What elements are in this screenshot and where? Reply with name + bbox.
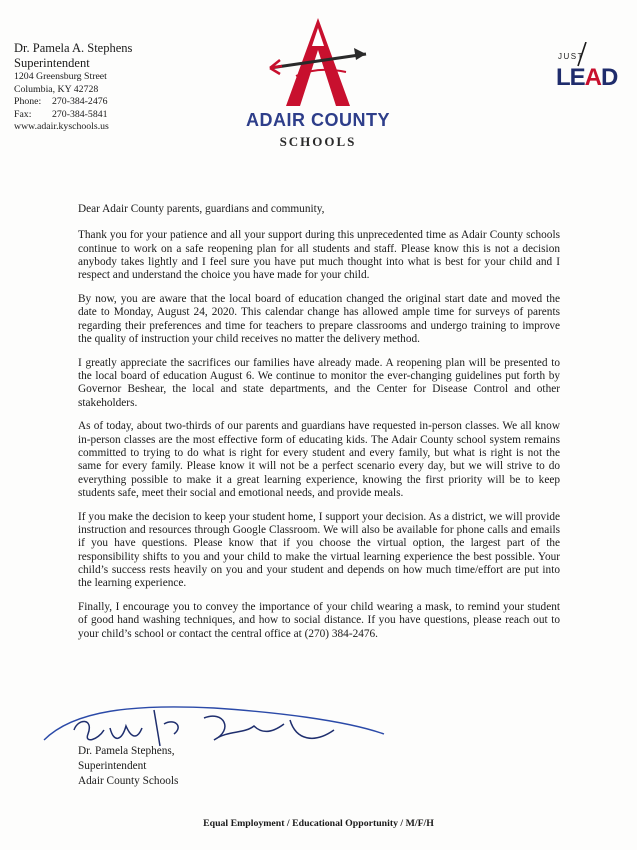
footer-eeo: Equal Employment / Educational Opportunity / M/F/H <box>203 818 434 829</box>
lead-logo-d: D <box>601 64 618 91</box>
paragraph: I greatly appreciate the sacrifices our families have already made. A reopening plan will be presented to the local board of education August 6. We continue to monitor the ever-changing guidelines put forth by Governor Beshear, the local and state departments, and the Center for Disease Control and other stakeholders. <box>78 356 560 409</box>
handwritten-signature <box>14 700 394 762</box>
lead-logo-a: A <box>584 64 602 91</box>
paragraph: If you make the decision to keep your student home, I support your decision. As a district, we will provide instruction and resources through Google Classroom. We will also be available for phone calls and emails if you have questions. Please know that if you choose the virtual option, the largest part of the responsibility shifts to you and your child to make the virtual learning experience the best possible. Your child’s success rests heavily on you and your student and depends on how much time/effort are put into the learning experience. <box>78 510 560 590</box>
lead-logo-le: LE <box>556 64 585 91</box>
closing-title: Superintendent <box>78 760 147 772</box>
logo-schools-text: SCHOOLS <box>279 134 357 149</box>
paragraph: Thank you for your patience and all your support during this unprecedented time as Adair County schools continue to work on a safe reopening plan for all students and staff. Please know this is not a decision anybody takes lightly and I feel sure you have put much thought into what is best for your child and I respect and understand the choice you have made for your child. <box>78 229 560 282</box>
sender-fax-row <box>14 109 214 122</box>
just-lead-logo <box>556 42 616 94</box>
fax-number: 270-384-5841 <box>52 108 108 120</box>
phone-label: Phone: <box>14 96 42 108</box>
logo-county-text: ADAIR COUNTY <box>246 110 390 130</box>
arrowhead-a-emblem-icon <box>266 14 370 110</box>
salutation: Dear Adair County parents, guardians and community, <box>78 203 325 215</box>
fax-label: Fax: <box>14 108 32 120</box>
sender-block <box>14 41 214 134</box>
sender-title: Superintendent <box>14 56 90 70</box>
paragraph: Finally, I encourage you to convey the importance of your child wearing a mask, to remind your student of good hand washing techniques, and how to social distance. If you have questions, please reach out to your child’s school or contact the central office at (270) 384-2476. <box>78 600 560 640</box>
sender-phone-row <box>14 96 214 109</box>
closing-org: Adair County Schools <box>78 775 179 787</box>
sender-city: Columbia, KY 42728 <box>14 83 99 95</box>
lead-logo-word <box>556 64 617 92</box>
sender-website: www.adair.kyschools.us <box>14 121 109 133</box>
adair-county-schools-logo <box>228 14 408 154</box>
sender-street: 1204 Greensburg Street <box>14 71 107 82</box>
paragraph: As of today, about two-thirds of our parents and guardians have requested in-person classes. We all know in-person classes are the most effective form of educating kids. The Adair County school system remains committed to trying to do what is right for every student and every family, but what is right is not the same for every family. Please know it will not be a perfect scenario every day, but we will strive to do everything possible to make it a great learning experience, knowing the first priority will be to keep students safe, meet their social and emotional needs, and provide meals. <box>78 420 560 499</box>
phone-number: 270-384-2476 <box>52 96 108 108</box>
letter-body <box>78 203 560 651</box>
closing-name: Dr. Pamela Stephens, <box>78 745 175 757</box>
sender-name: Dr. Pamela A. Stephens <box>14 41 133 55</box>
paragraph: By now, you are aware that the local board of education changed the original start date and moved the date to Monday, August 24, 2020. This calendar change has allowed ample time for surveys of parents regarding their preferences and time for teachers to prepare classrooms and undergo training to improve the quality of instruction your child receives no matter the delivery method. <box>78 292 560 345</box>
lead-logo-just: JUST <box>558 52 584 61</box>
closing-block <box>78 744 178 789</box>
